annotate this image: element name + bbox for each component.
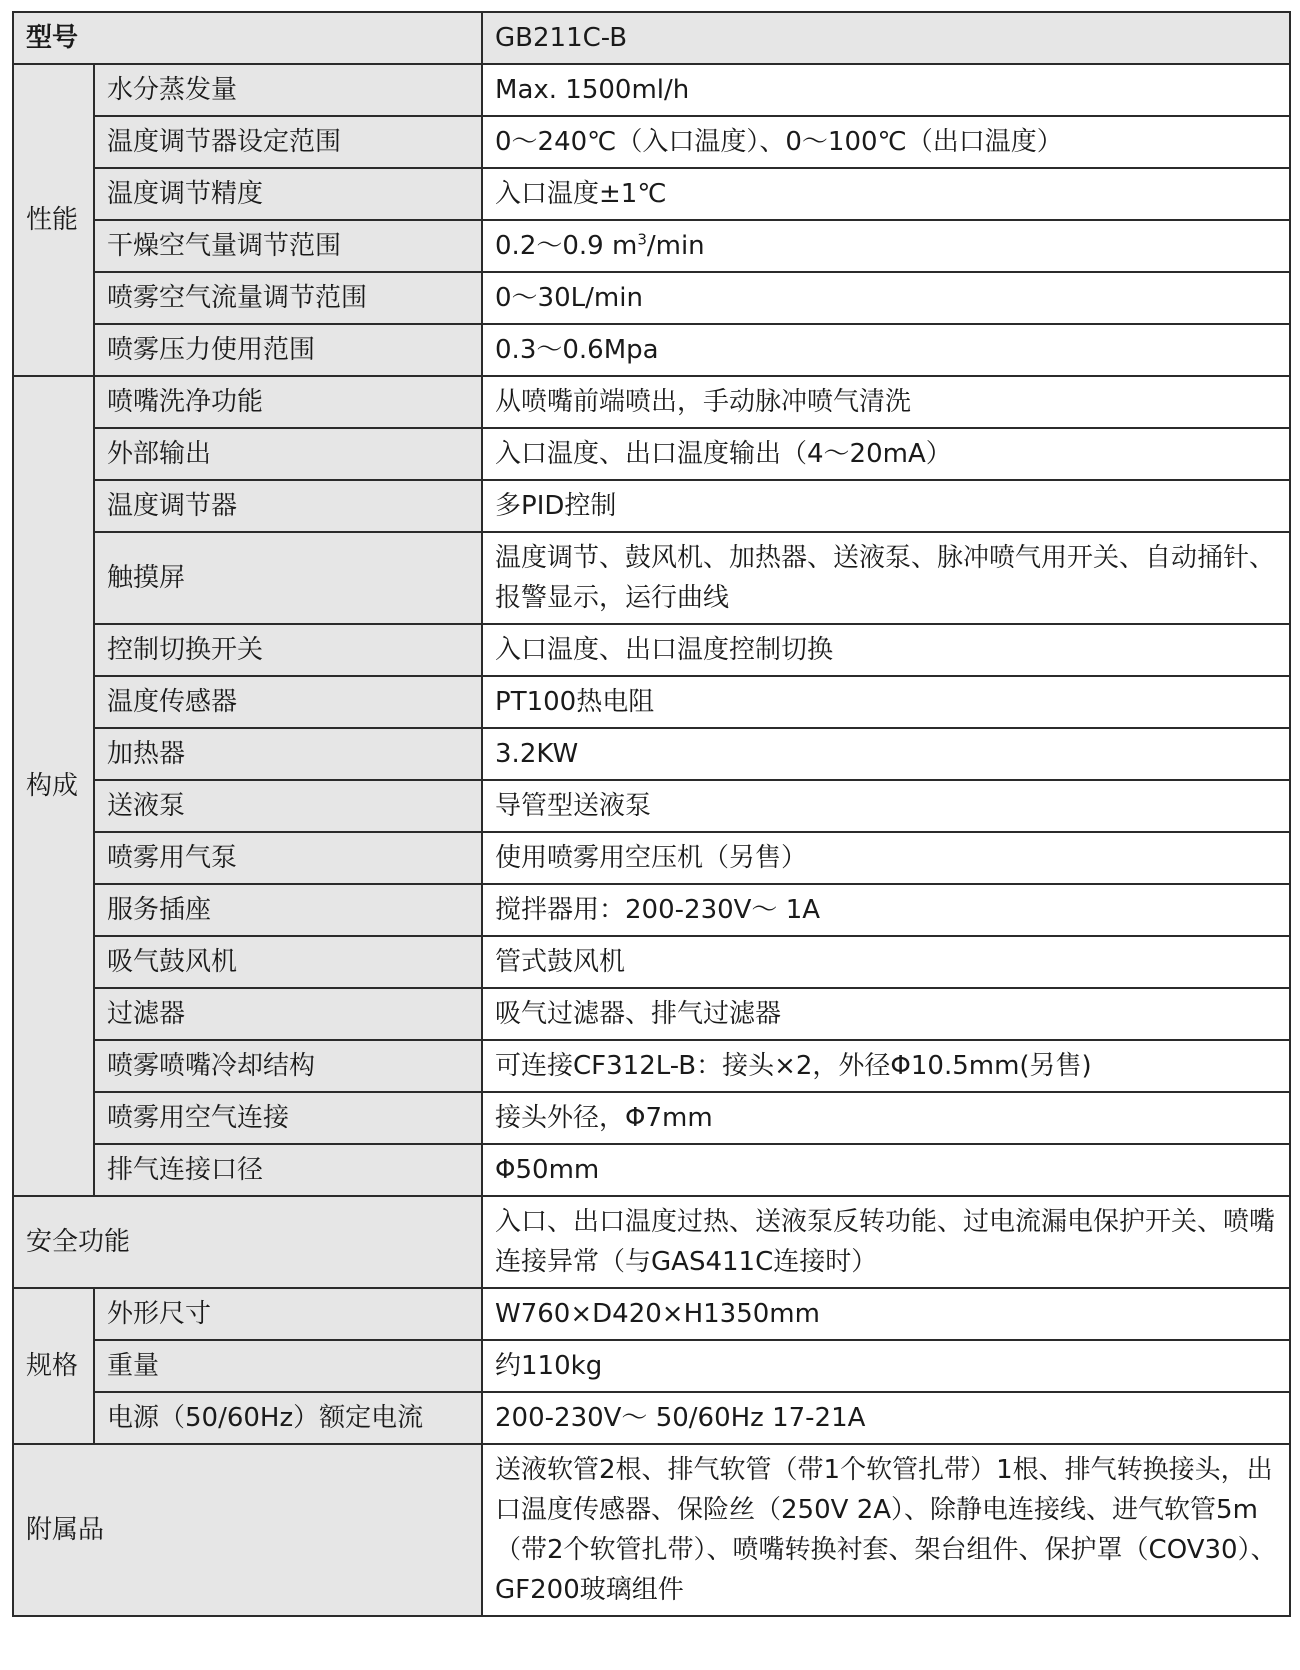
row-name: 吸气鼓风机 [94, 936, 482, 988]
table-row [13, 1196, 1290, 1288]
value-suffix: /min [646, 231, 705, 261]
table-row [13, 1040, 1290, 1092]
table-row [13, 1340, 1290, 1392]
row-value: 0～240℃（入口温度）、0～100℃（出口温度） [482, 116, 1290, 168]
spec-table [12, 11, 1291, 1617]
row-name: 温度传感器 [94, 676, 482, 728]
table-row [13, 1092, 1290, 1144]
row-value: 200-230V～ 50/60Hz 17-21A [482, 1392, 1290, 1444]
row-name: 重量 [94, 1340, 482, 1392]
row-value: 送液软管2根、排气软管（带1个软管扎带）1根、排气转换接头，出口温度传感器、保险丝（250V 2A）、除静电连接线、进气软管5m（带2个软管扎带）、喷嘴转换衬套、架台组件、保护罩（COV30）、GF200玻璃组件 [482, 1444, 1290, 1616]
row-value: 可连接CF312L-B：接头×2，外径Φ10.5mm(另售) [482, 1040, 1290, 1092]
row-name: 喷雾喷嘴冷却结构 [94, 1040, 482, 1092]
table-row [13, 624, 1290, 676]
row-value: 0～30L/min [482, 272, 1290, 324]
row-value: Max. 1500ml/h [482, 64, 1290, 116]
row-name: 触摸屏 [94, 532, 482, 624]
row-name: 喷嘴洗净功能 [94, 376, 482, 428]
row-name: 服务插座 [94, 884, 482, 936]
row-name: 外形尺寸 [94, 1288, 482, 1340]
table-row [13, 1444, 1290, 1616]
row-name: 喷雾用气泵 [94, 832, 482, 884]
row-value: 入口、出口温度过热、送液泵反转功能、过电流漏电保护开关、喷嘴连接异常（与GAS411C连接时） [482, 1196, 1290, 1288]
row-name: 外部输出 [94, 428, 482, 480]
row-name: 干燥空气量调节范围 [94, 220, 482, 272]
table-row [13, 1288, 1290, 1340]
row-value: 导管型送液泵 [482, 780, 1290, 832]
row-name: 过滤器 [94, 988, 482, 1040]
row-value: 使用喷雾用空压机（另售） [482, 832, 1290, 884]
table-row [13, 532, 1290, 624]
table-row [13, 728, 1290, 780]
row-name: 送液泵 [94, 780, 482, 832]
table-row [13, 428, 1290, 480]
group-label-composition: 构成 [13, 376, 94, 1196]
row-name: 排气连接口径 [94, 1144, 482, 1196]
table-row [13, 1392, 1290, 1444]
table-row [13, 376, 1290, 428]
table-row [13, 832, 1290, 884]
row-value: 多PID控制 [482, 480, 1290, 532]
table-row [13, 884, 1290, 936]
table-row [13, 988, 1290, 1040]
row-value: 从喷嘴前端喷出，手动脉冲喷气清洗 [482, 376, 1290, 428]
group-label-safety: 安全功能 [13, 1196, 482, 1288]
row-value: 吸气过滤器、排气过滤器 [482, 988, 1290, 1040]
row-value: 入口温度±1℃ [482, 168, 1290, 220]
row-value: Φ50mm [482, 1144, 1290, 1196]
row-name: 加热器 [94, 728, 482, 780]
row-value [482, 220, 1290, 272]
group-label-accessories: 附属品 [13, 1444, 482, 1616]
row-name: 喷雾空气流量调节范围 [94, 272, 482, 324]
row-value: 搅拌器用：200-230V～ 1A [482, 884, 1290, 936]
value-prefix: 0.2～0.9 m [495, 231, 638, 261]
table-row [13, 480, 1290, 532]
table-row [13, 116, 1290, 168]
row-value: 温度调节、鼓风机、加热器、送液泵、脉冲喷气用开关、自动捅针、报警显示，运行曲线 [482, 532, 1290, 624]
row-name: 喷雾压力使用范围 [94, 324, 482, 376]
row-value: 约110kg [482, 1340, 1290, 1392]
header-row [13, 12, 1290, 64]
row-value: 接头外径，Φ7mm [482, 1092, 1290, 1144]
row-value: 入口温度、出口温度控制切换 [482, 624, 1290, 676]
value-superscript: 3 [637, 230, 647, 249]
row-value: 管式鼓风机 [482, 936, 1290, 988]
table-row [13, 168, 1290, 220]
table-row [13, 220, 1290, 272]
row-value: 0.3～0.6Mpa [482, 324, 1290, 376]
table-row [13, 324, 1290, 376]
group-label-specs: 规格 [13, 1288, 94, 1444]
table-row [13, 1144, 1290, 1196]
row-name: 喷雾用空气连接 [94, 1092, 482, 1144]
table-row [13, 272, 1290, 324]
row-value: PT100热电阻 [482, 676, 1290, 728]
row-name: 温度调节精度 [94, 168, 482, 220]
group-label-performance: 性能 [13, 64, 94, 376]
table-row [13, 780, 1290, 832]
table-row [13, 676, 1290, 728]
table-row [13, 64, 1290, 116]
row-name: 控制切换开关 [94, 624, 482, 676]
row-value: 3.2KW [482, 728, 1290, 780]
row-name: 水分蒸发量 [94, 64, 482, 116]
row-value: W760×D420×H1350mm [482, 1288, 1290, 1340]
row-name: 温度调节器设定范围 [94, 116, 482, 168]
row-name: 温度调节器 [94, 480, 482, 532]
row-value: 入口温度、出口温度输出（4～20mA） [482, 428, 1290, 480]
header-model: GB211C-B [482, 12, 1290, 64]
header-label: 型号 [13, 12, 482, 64]
table-row [13, 936, 1290, 988]
row-name: 电源（50/60Hz）额定电流 [94, 1392, 482, 1444]
